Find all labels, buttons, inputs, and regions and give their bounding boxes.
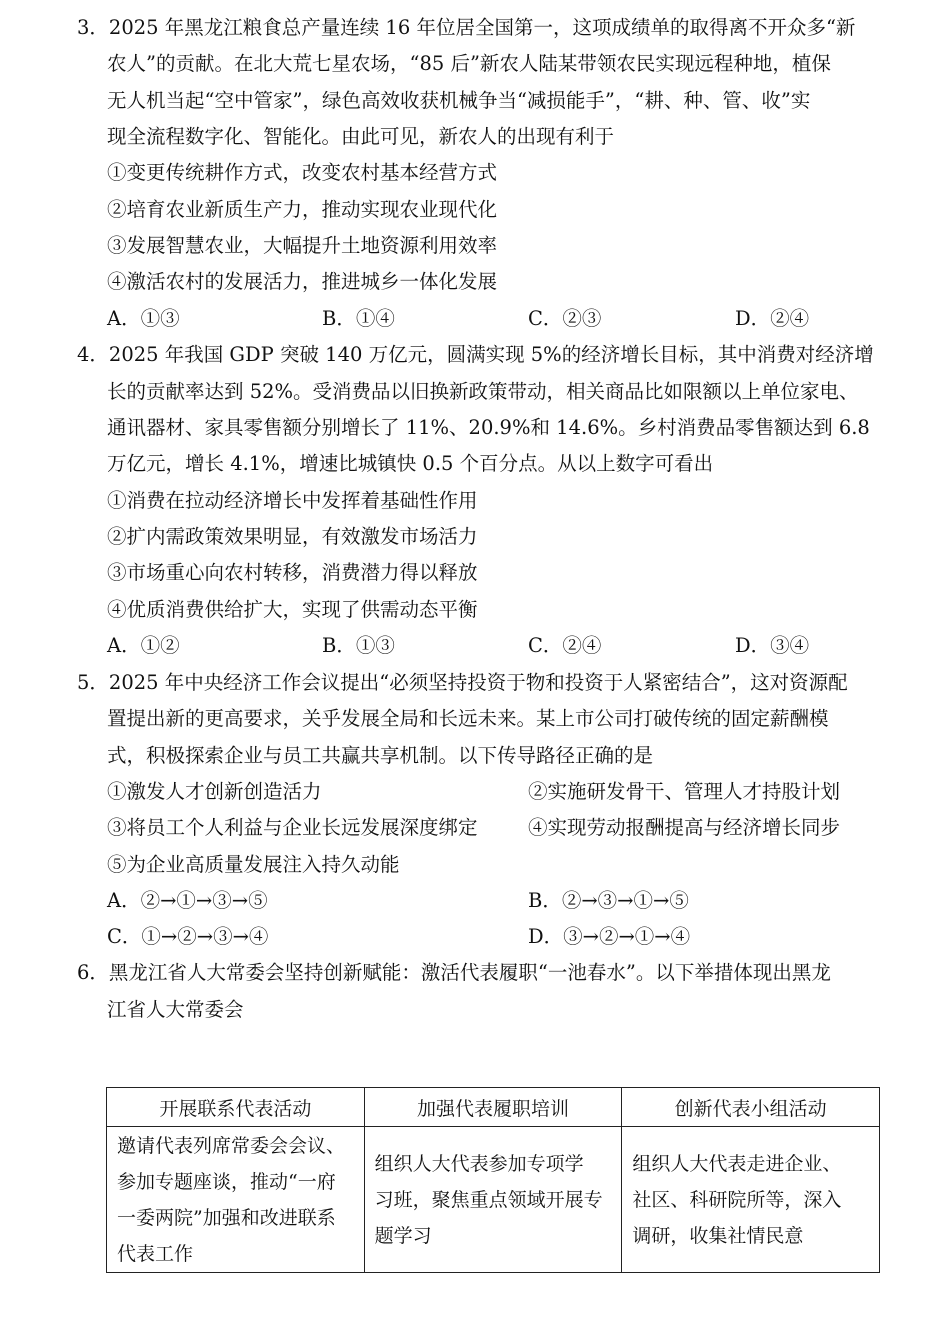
- cell-line: 参加专题座谈，推动“一府: [117, 1170, 336, 1193]
- q3-stem-line-3: 无人机当起“空中管家”，绿色高效收获机械争当“减损能手”，“耕、种、管、收”实: [107, 89, 811, 112]
- q6-stem-line-2: 江省人大常委会: [107, 998, 244, 1021]
- q6-stem-line-1: 6．黑龙江省人大常委会坚持创新赋能：激活代表履职“一池春水”。以下举措体现出黑龙: [77, 961, 831, 984]
- q5-option-5: ⑤为企业高质量发展注入持久动能: [107, 853, 400, 876]
- q4-choice-c[interactable]: C．②④: [528, 634, 602, 657]
- cell-line: 代表工作: [117, 1242, 194, 1265]
- q5-stem-line-1: 5．2025 年中央经济工作会议提出“必须坚持投资于物和投资于人紧密结合”，这对资源配: [77, 671, 848, 694]
- q5-stem-line-3: 式，积极探索企业与员工共赢共享机制。以下传导路径正确的是: [107, 744, 654, 767]
- q4-choice-d[interactable]: D．③④: [735, 634, 810, 657]
- q3-stem-line-4: 现全流程数字化、智能化。由此可见，新农人的出现有利于: [107, 125, 615, 148]
- q5-choice-d[interactable]: D．③→②→①→④: [528, 925, 691, 948]
- q6-measures-table: [106, 1087, 880, 1273]
- table-header-row: [107, 1088, 880, 1127]
- q4-stem-line-2: 长的贡献率达到 52%。受消费品以旧换新政策带动，相关商品比如限额以上单位家电、: [107, 380, 859, 403]
- q5-choice-a[interactable]: A．②→①→③→⑤: [107, 889, 268, 912]
- q5-option-4: ④实现劳动报酬提高与经济增长同步: [528, 816, 841, 839]
- q4-option-4: ④优质消费供给扩大，实现了供需动态平衡: [107, 598, 478, 621]
- cell-line: 组织人大代表走进企业、: [632, 1152, 842, 1175]
- cell-line: 题学习: [374, 1224, 432, 1247]
- cell-line: 社区、科研院所等，深入: [632, 1188, 842, 1211]
- q3-option-2: ②培育农业新质生产力，推动实现农业现代化: [107, 198, 498, 221]
- table-cell-liaison: [107, 1127, 365, 1273]
- q4-stem-line-4: 万亿元，增长 4.1%，增速比城镇快 0.5 个百分点。从以上数字可看出: [107, 452, 714, 475]
- q3-choice-d[interactable]: D．②④: [735, 307, 810, 330]
- q5-option-2: ②实施研发骨干、管理人才持股计划: [528, 780, 841, 803]
- table-header: 创新代表小组活动: [622, 1088, 880, 1127]
- q4-option-2: ②扩内需政策效果明显，有效激发市场活力: [107, 525, 478, 548]
- table-row: [107, 1127, 880, 1273]
- q5-stem-line-2: 置提出新的更高要求，关乎发展全局和长远未来。某上市公司打破传统的固定薪酬模: [107, 707, 829, 730]
- cell-line: 调研，收集社情民意: [632, 1224, 804, 1247]
- q4-option-1: ①消费在拉动经济增长中发挥着基础性作用: [107, 489, 478, 512]
- q3-choice-a[interactable]: A．①③: [107, 307, 180, 330]
- q5-option-3: ③将员工个人利益与企业长远发展深度绑定: [107, 816, 478, 839]
- q4-stem-line-3: 通讯器材、家具零售额分别增长了 11%、20.9%和 14.6%。乡村消费品零售额达到 6.8: [107, 416, 870, 439]
- q3-option-1: ①变更传统耕作方式，改变农村基本经营方式: [107, 161, 498, 184]
- q4-stem-line-1: 4．2025 年我国 GDP 突破 140 万亿元，圆满实现 5%的经济增长目标，其中消费对经济增: [77, 343, 874, 366]
- q3-option-3: ③发展智慧农业，大幅提升土地资源利用效率: [107, 234, 498, 257]
- table-header: 开展联系代表活动: [107, 1088, 365, 1127]
- q4-choice-a[interactable]: A．①②: [107, 634, 180, 657]
- q3-stem-line-1: 3．2025 年黑龙江粮食总产量连续 16 年位居全国第一，这项成绩单的取得离不开众多“新: [77, 16, 856, 39]
- table-header: 加强代表履职培训: [364, 1088, 622, 1127]
- q3-stem-line-2: 农人”的贡献。在北大荒七星农场，“85 后”新农人陆某带领农民实现远程种地，植保: [107, 52, 831, 75]
- q3-choice-b[interactable]: B．①④: [322, 307, 395, 330]
- q4-choice-b[interactable]: B．①③: [322, 634, 395, 657]
- q5-choice-b[interactable]: B．②→③→①→⑤: [528, 889, 689, 912]
- table-cell-training: [364, 1127, 622, 1273]
- q3-choice-c[interactable]: C．②③: [528, 307, 602, 330]
- q3-option-4: ④激活农村的发展活力，推进城乡一体化发展: [107, 270, 498, 293]
- cell-line: 组织人大代表参加专项学: [374, 1152, 584, 1175]
- cell-line: 习班，聚焦重点领域开展专: [374, 1188, 603, 1211]
- cell-line: 邀请代表列席常委会会议、: [117, 1134, 346, 1157]
- table-cell-group-activity: [622, 1127, 880, 1273]
- cell-line: 一委两院”加强和改进联系: [117, 1206, 336, 1229]
- q5-option-1: ①激发人才创新创造活力: [107, 780, 322, 803]
- q5-choice-c[interactable]: C．①→②→③→④: [107, 925, 269, 948]
- q4-option-3: ③市场重心向农村转移，消费潜力得以释放: [107, 561, 478, 584]
